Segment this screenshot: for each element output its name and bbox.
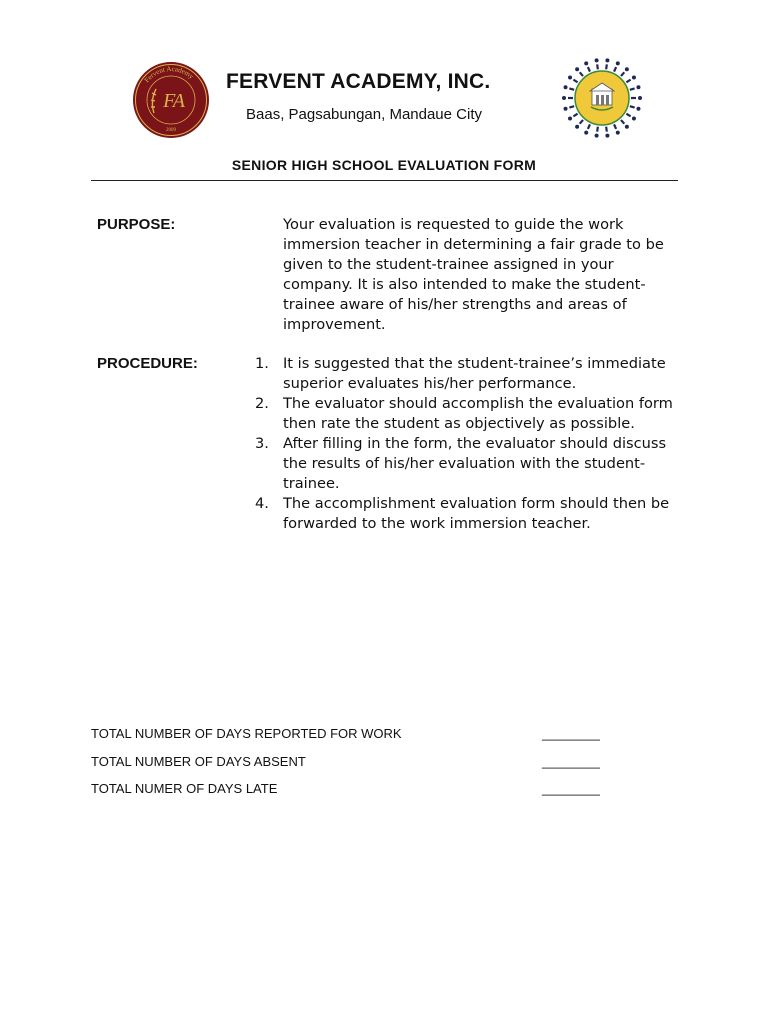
procedure-item <box>255 354 685 394</box>
deped-circle-of-people-icon <box>561 57 643 139</box>
procedure-item-text: After filling in the form, the evaluator should discuss the results of his/her evaluation with the student-trainee. <box>283 435 667 492</box>
tally-blank-field[interactable]: ________ <box>542 726 600 741</box>
tally-label: TOTAL NUMBER OF DAYS REPORTED FOR WORK <box>91 726 402 741</box>
procedure-label: PROCEDURE: <box>97 355 198 372</box>
tally-blank-field[interactable]: ________ <box>542 781 600 796</box>
procedure-item-number: 4. <box>255 495 269 512</box>
procedure-list <box>255 354 685 534</box>
seal-year: 2009 <box>166 128 176 133</box>
title-divider <box>91 180 678 181</box>
procedure-item <box>255 434 685 494</box>
school-name: FERVENT ACADEMY, INC. <box>226 70 491 93</box>
form-title: SENIOR HIGH SCHOOL EVALUATION FORM <box>231 157 537 173</box>
seal-ring-text: Fervent Academy <box>142 64 196 85</box>
purpose-label: PURPOSE: <box>97 216 176 233</box>
tally-blank-field[interactable]: ________ <box>542 754 600 769</box>
seal-initials: FA <box>163 90 185 112</box>
tally-label: TOTAL NUMBER OF DAYS ABSENT <box>91 754 306 769</box>
fervent-academy-seal-icon <box>132 61 210 139</box>
tally-label: TOTAL NUMER OF DAYS LATE <box>91 781 278 796</box>
procedure-item <box>255 494 685 534</box>
procedure-item <box>255 394 685 434</box>
procedure-item-number: 3. <box>255 435 269 452</box>
school-address: Baas, Pagsabungan, Mandaue City <box>246 106 482 123</box>
procedure-item-text: It is suggested that the student-trainee’s immediate superior evaluates his/her performance. <box>283 355 666 392</box>
procedure-item-text: The evaluator should accomplish the evaluation form then rate the student as objectively as possible. <box>283 395 673 432</box>
procedure-item-number: 2. <box>255 395 269 412</box>
purpose-text: Your evaluation is requested to guide the work immersion teacher in determining a fair grade to be given to the student-trainee assigned in your company. It is also intended to make the student-trainee aware of his/her strengths and areas of improvement. <box>283 216 664 333</box>
procedure-item-text: The accomplishment evaluation form should then be forwarded to the work immersion teacher. <box>283 495 670 532</box>
procedure-item-number: 1. <box>255 355 269 372</box>
